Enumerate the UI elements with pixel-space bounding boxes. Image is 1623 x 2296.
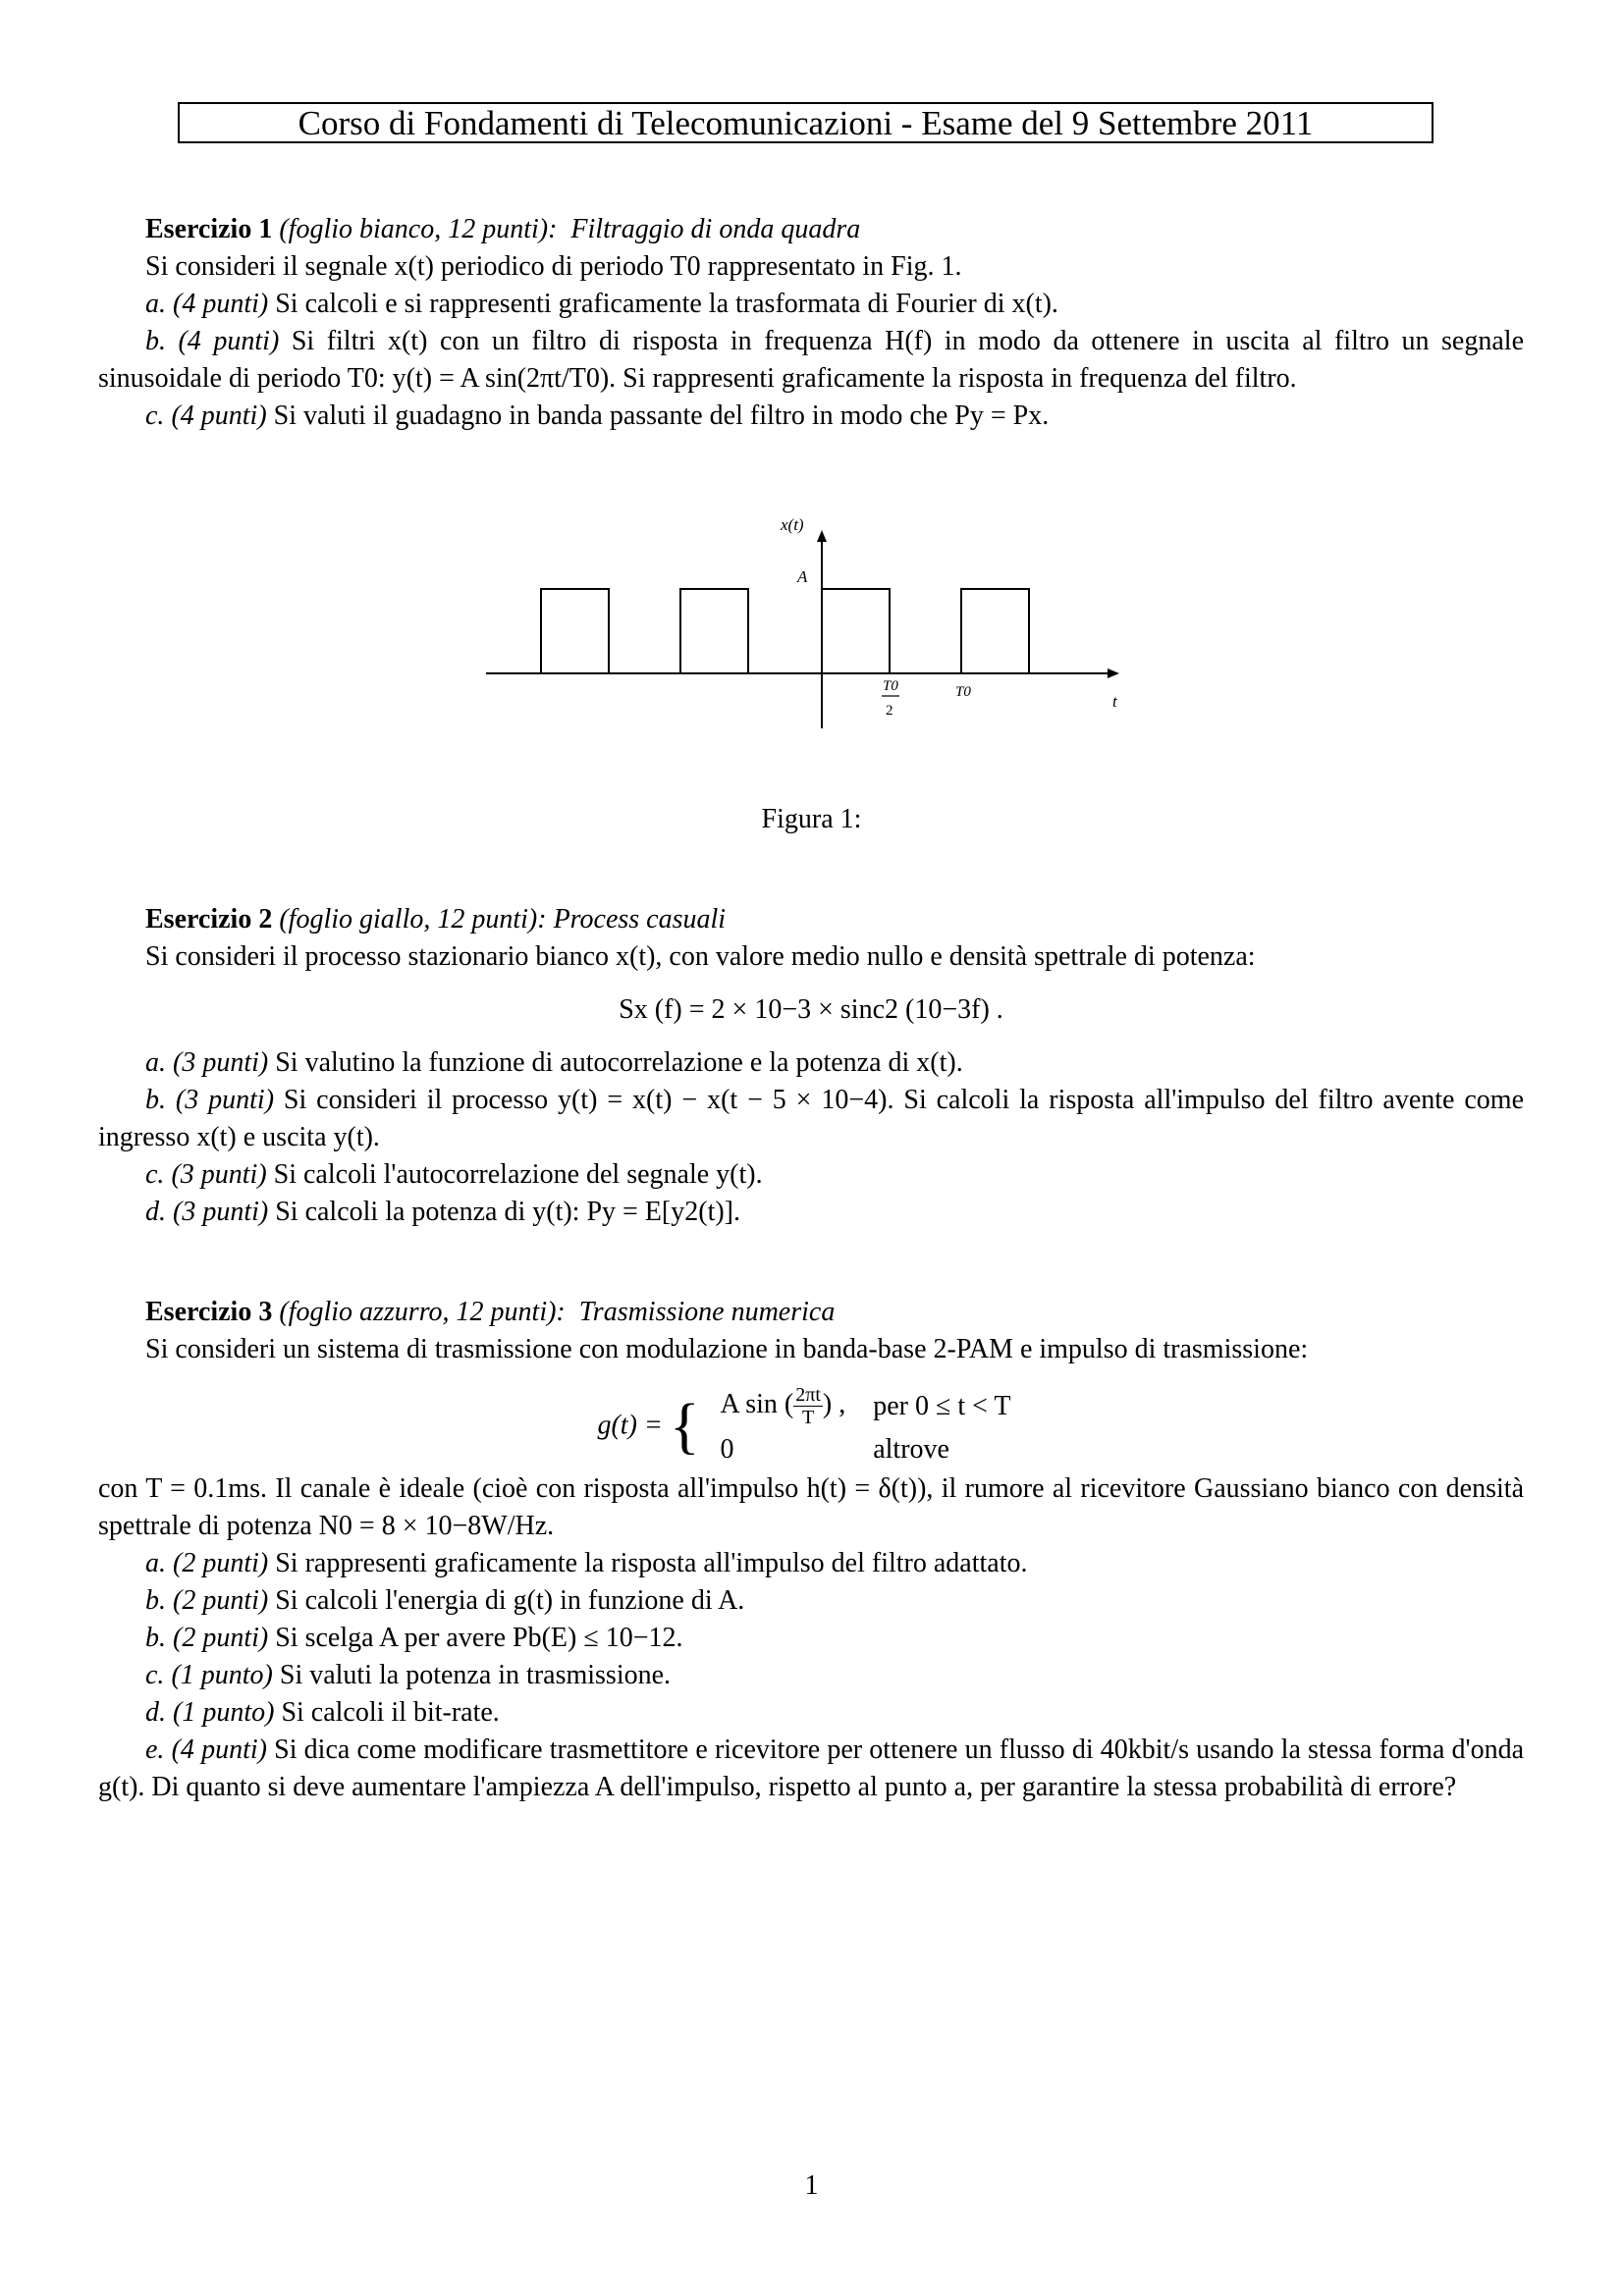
exercise-1-item-b	[98, 323, 1524, 398]
pulse	[822, 589, 890, 673]
item-label: c.	[145, 400, 165, 431]
item-points: (4 punti)	[173, 289, 269, 319]
item-text: Si valutino la funzione di autocorrelazione e la potenza di x(t).	[275, 1047, 963, 1078]
item-points: (3 punti)	[175, 1085, 275, 1115]
pulse	[680, 589, 748, 673]
square-wave-figure	[481, 510, 1129, 736]
tick-half-period-den: 2	[886, 703, 893, 719]
item-points: (1 punto)	[173, 1697, 275, 1728]
exercise-1-topic: Filtraggio di onda quadra	[570, 214, 861, 244]
exercise-2-meta: (foglio giallo, 12 punti):	[279, 904, 547, 934]
amplitude-label: A	[797, 567, 808, 586]
exercise-2-heading: Esercizio 2	[145, 904, 273, 934]
item-points: (2 punti)	[173, 1548, 269, 1578]
case-row	[707, 1430, 1025, 1469]
pulse-cases	[707, 1382, 1025, 1469]
item-text: Si calcoli e si rappresenti graficamente la trasformata di Fourier di x(t).	[275, 289, 1058, 319]
exercise-1-meta: (foglio bianco, 12 punti):	[279, 214, 558, 244]
exercise-3	[98, 1294, 1524, 1806]
item-points: (4 punti)	[171, 1735, 267, 1765]
item-text: Si calcoli la potenza di y(t): Py = E[y2(t)].	[275, 1197, 740, 1227]
pulse	[541, 589, 609, 673]
case-expression-b: ) ,	[822, 1388, 846, 1419]
x-axis-label: t	[1112, 692, 1117, 711]
item-points: (2 punti)	[173, 1585, 269, 1616]
item-label: c.	[145, 1159, 165, 1190]
exercise-1-intro: Si consideri il segnale x(t) periodico di periodo T0 rappresentato in Fig. 1.	[145, 251, 962, 282]
item-label: b.	[145, 1585, 166, 1616]
exercise-3-item-a	[98, 1545, 1524, 1582]
brace: {	[669, 1390, 700, 1461]
item-label: e.	[145, 1735, 165, 1765]
item-text: Si rappresenti graficamente la risposta all'impulso del filtro adattato.	[275, 1548, 1028, 1578]
item-points: (3 punti)	[173, 1047, 269, 1078]
amplitude-axis-arrow	[817, 530, 827, 542]
pulse-lhs: g(t) =	[597, 1410, 663, 1441]
item-text: Si calcoli l'energia di g(t) in funzione di A.	[275, 1585, 745, 1616]
case-expression-a: A sin (	[720, 1388, 794, 1419]
exam-title: Corso di Fondamenti di Telecomunicazioni - Esame del 9 Settembre 2011	[178, 102, 1434, 143]
page-number: 1	[804, 2170, 819, 2201]
exercise-3-meta: (foglio azzurro, 12 punti):	[279, 1297, 566, 1327]
exercise-3-item-d	[98, 1694, 1524, 1732]
exercise-2-topic: Process casuali	[553, 904, 727, 934]
exercise-3-intro: Si consideri un sistema di trasmissione con modulazione in banda-base 2-PAM e impulso di trasmissione:	[145, 1334, 1309, 1364]
case-expression: 0	[720, 1434, 734, 1465]
exercise-3-heading-line	[98, 1294, 1524, 1331]
exercise-1-heading-line	[98, 211, 1524, 248]
fraction-denominator: T	[801, 1407, 815, 1428]
exercise-2-item-d	[98, 1194, 1524, 1231]
psd-equation: Sx (f) = 2 × 10−3 × sinc2 (10−3f) .	[619, 994, 1003, 1025]
item-label: b.	[145, 326, 166, 356]
item-points: (3 punti)	[173, 1197, 269, 1227]
exercise-3-after-equation: con T = 0.1ms. Il canale è ideale (cioè con risposta all'impulso h(t) = δ(t)), il rumore al ricevitore Gaussiano bianco con densità spettrale di potenza N0 = 8 × 10−8W/Hz.	[98, 1473, 1524, 1541]
exercise-2-intro: Si consideri il processo stazionario bianco x(t), con valore medio nullo e densità spettrale di potenza:	[145, 941, 1256, 972]
item-label: d.	[145, 1697, 166, 1728]
exercise-3-heading: Esercizio 3	[145, 1297, 273, 1327]
figure-caption: Figura 1:	[761, 804, 862, 834]
exercise-2-item-a	[98, 1044, 1524, 1082]
exercise-3-item-b1	[98, 1582, 1524, 1620]
exercise-3-item-c	[98, 1657, 1524, 1694]
item-label: b.	[145, 1623, 166, 1653]
item-text: Si valuti il guadagno in banda passante del filtro in modo che Py = Px.	[273, 400, 1050, 431]
item-points: (3 punti)	[171, 1159, 267, 1190]
exercise-2-item-b	[98, 1082, 1524, 1156]
case-condition: per 0 ≤ t < T	[873, 1390, 1011, 1421]
exercise-3-topic: Trasmissione numerica	[578, 1297, 836, 1327]
item-text: Si valuti la potenza in trasmissione.	[279, 1660, 672, 1690]
item-text: Si consideri il processo y(t) = x(t) − x(t − 5 × 10−4). Si calcoli la risposta all'impulso del filtro avente come ingresso x(t) e uscita y(t).	[98, 1085, 1524, 1152]
y-axis-label: x(t)	[781, 515, 804, 534]
exercise-2-heading-line	[98, 901, 1524, 938]
case-row	[707, 1382, 1025, 1430]
exercise-3-item-e	[98, 1732, 1524, 1806]
time-axis-arrow	[1108, 668, 1119, 678]
item-text: Si calcoli l'autocorrelazione del segnale y(t).	[273, 1159, 763, 1190]
item-text: Si calcoli il bit-rate.	[281, 1697, 500, 1728]
item-label: d.	[145, 1197, 166, 1227]
exercise-1	[98, 211, 1524, 435]
item-label: a.	[145, 1548, 166, 1578]
item-points: (4 punti)	[171, 400, 267, 431]
exercise-1-item-a	[98, 286, 1524, 323]
exercise-2	[98, 901, 1524, 1231]
item-label: a.	[145, 1047, 166, 1078]
item-points: (4 punti)	[178, 326, 280, 356]
item-points: (2 punti)	[173, 1623, 269, 1653]
tick-half-period-num: T0	[883, 678, 898, 694]
case-condition: altrove	[873, 1434, 949, 1465]
exercise-2-item-c	[98, 1156, 1524, 1194]
fraction-numerator: 2πt	[795, 1384, 821, 1406]
item-text: Si filtri x(t) con un filtro di risposta in frequenza H(f) in modo da ottenere in uscita al filtro un segnale sinusoidale di periodo T0: y(t) = A sin(2πt/T0). Si rappresenti graficamente la risposta in frequenza del filtro.	[98, 326, 1524, 394]
item-text: Si scelga A per avere Pb(E) ≤ 10−12.	[275, 1623, 683, 1653]
exercise-1-heading: Esercizio 1	[145, 214, 273, 244]
item-text: Si dica come modificare trasmettitore e ricevitore per ottenere un flusso di 40kbit/s usando la stessa forma d'onda g(t). Di quanto si deve aumentare l'ampiezza A dell'impulso, rispetto al punto a, per garantire la stessa probabilità di errore?	[98, 1735, 1525, 1802]
tick-full-period: T0	[955, 684, 971, 700]
fraction	[793, 1384, 823, 1428]
pulse	[961, 589, 1029, 673]
exercise-3-item-b2	[98, 1620, 1524, 1657]
exercise-1-item-c	[98, 398, 1524, 435]
item-label: b.	[145, 1085, 166, 1115]
item-label: c.	[145, 1660, 165, 1690]
item-points: (1 punto)	[171, 1660, 273, 1690]
case-expression	[707, 1382, 860, 1430]
item-label: a.	[145, 289, 166, 319]
pulse-definition	[98, 1382, 1524, 1465]
